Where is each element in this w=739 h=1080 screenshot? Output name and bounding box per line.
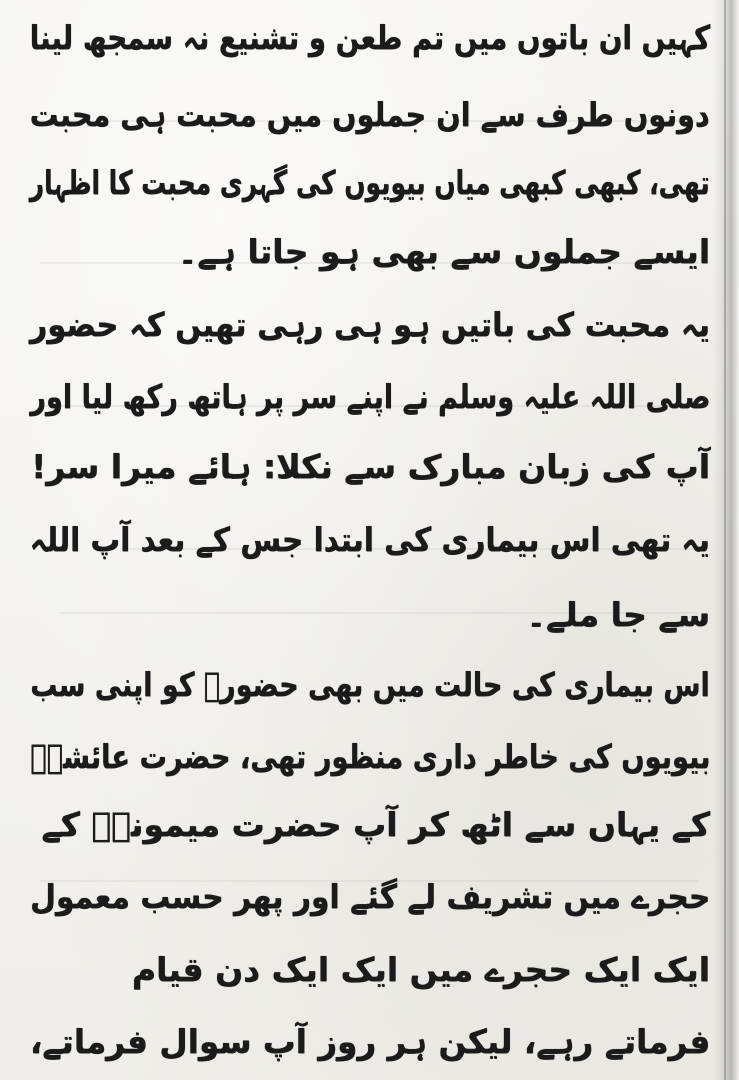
text-line-4: ایسے جملوں سے بھی ہو جاتا ہے۔ [177,232,710,271]
text-line-1: کہیں ان باتوں میں تم طعن و تشنیع نہ سمجھ لینا [29,18,710,57]
text-line-8: یہ تھی اس بیماری کی ابتدا جس کے بعد آپ اللہ [29,520,710,559]
text-line-2: دونوں طرف سے ان جملوں میں محبت ہی محبت [29,95,710,134]
text-line-15: فرماتے رہے، لیکن ہر روز آپ سوال فرماتے، [29,1022,710,1061]
text-line-13: حجرے میں تشریف لے گئے اور پھر حسب معمول [29,877,710,916]
text-line-10: اس بیماری کی حالت میں بھی حضورؐ کو اپنی سب [30,665,710,704]
text-line-12: کے یہاں سے اٹھ کر آپ حضرت میمونہؓ کے [41,805,710,844]
text-line-5: یہ محبت کی باتیں ہو ہی رہی تھیں کہ حضور [29,305,710,344]
text-line-6: صلی اللہ علیہ وسلم نے اپنے سر پر ہاتھ رکھ لیا اور [29,377,710,416]
page-binding-shadow [713,0,739,1080]
text-line-3: تھی، کبھی کبھی میاں بیویوں کی گہری محبت کا اظہار [30,163,710,202]
text-line-11: بیویوں کی خاطر داری منظور تھی، حضرت عائشہؓ [29,737,710,776]
page-binding-edge [724,0,726,1080]
text-line-14: ایک ایک حجرے میں ایک ایک دن قیام [131,950,710,989]
text-line-7: آپ کی زبان مبارک سے نکلا: ہائے میرا سر! [31,447,710,486]
text-line-9: سے جا ملے۔ [526,595,710,634]
